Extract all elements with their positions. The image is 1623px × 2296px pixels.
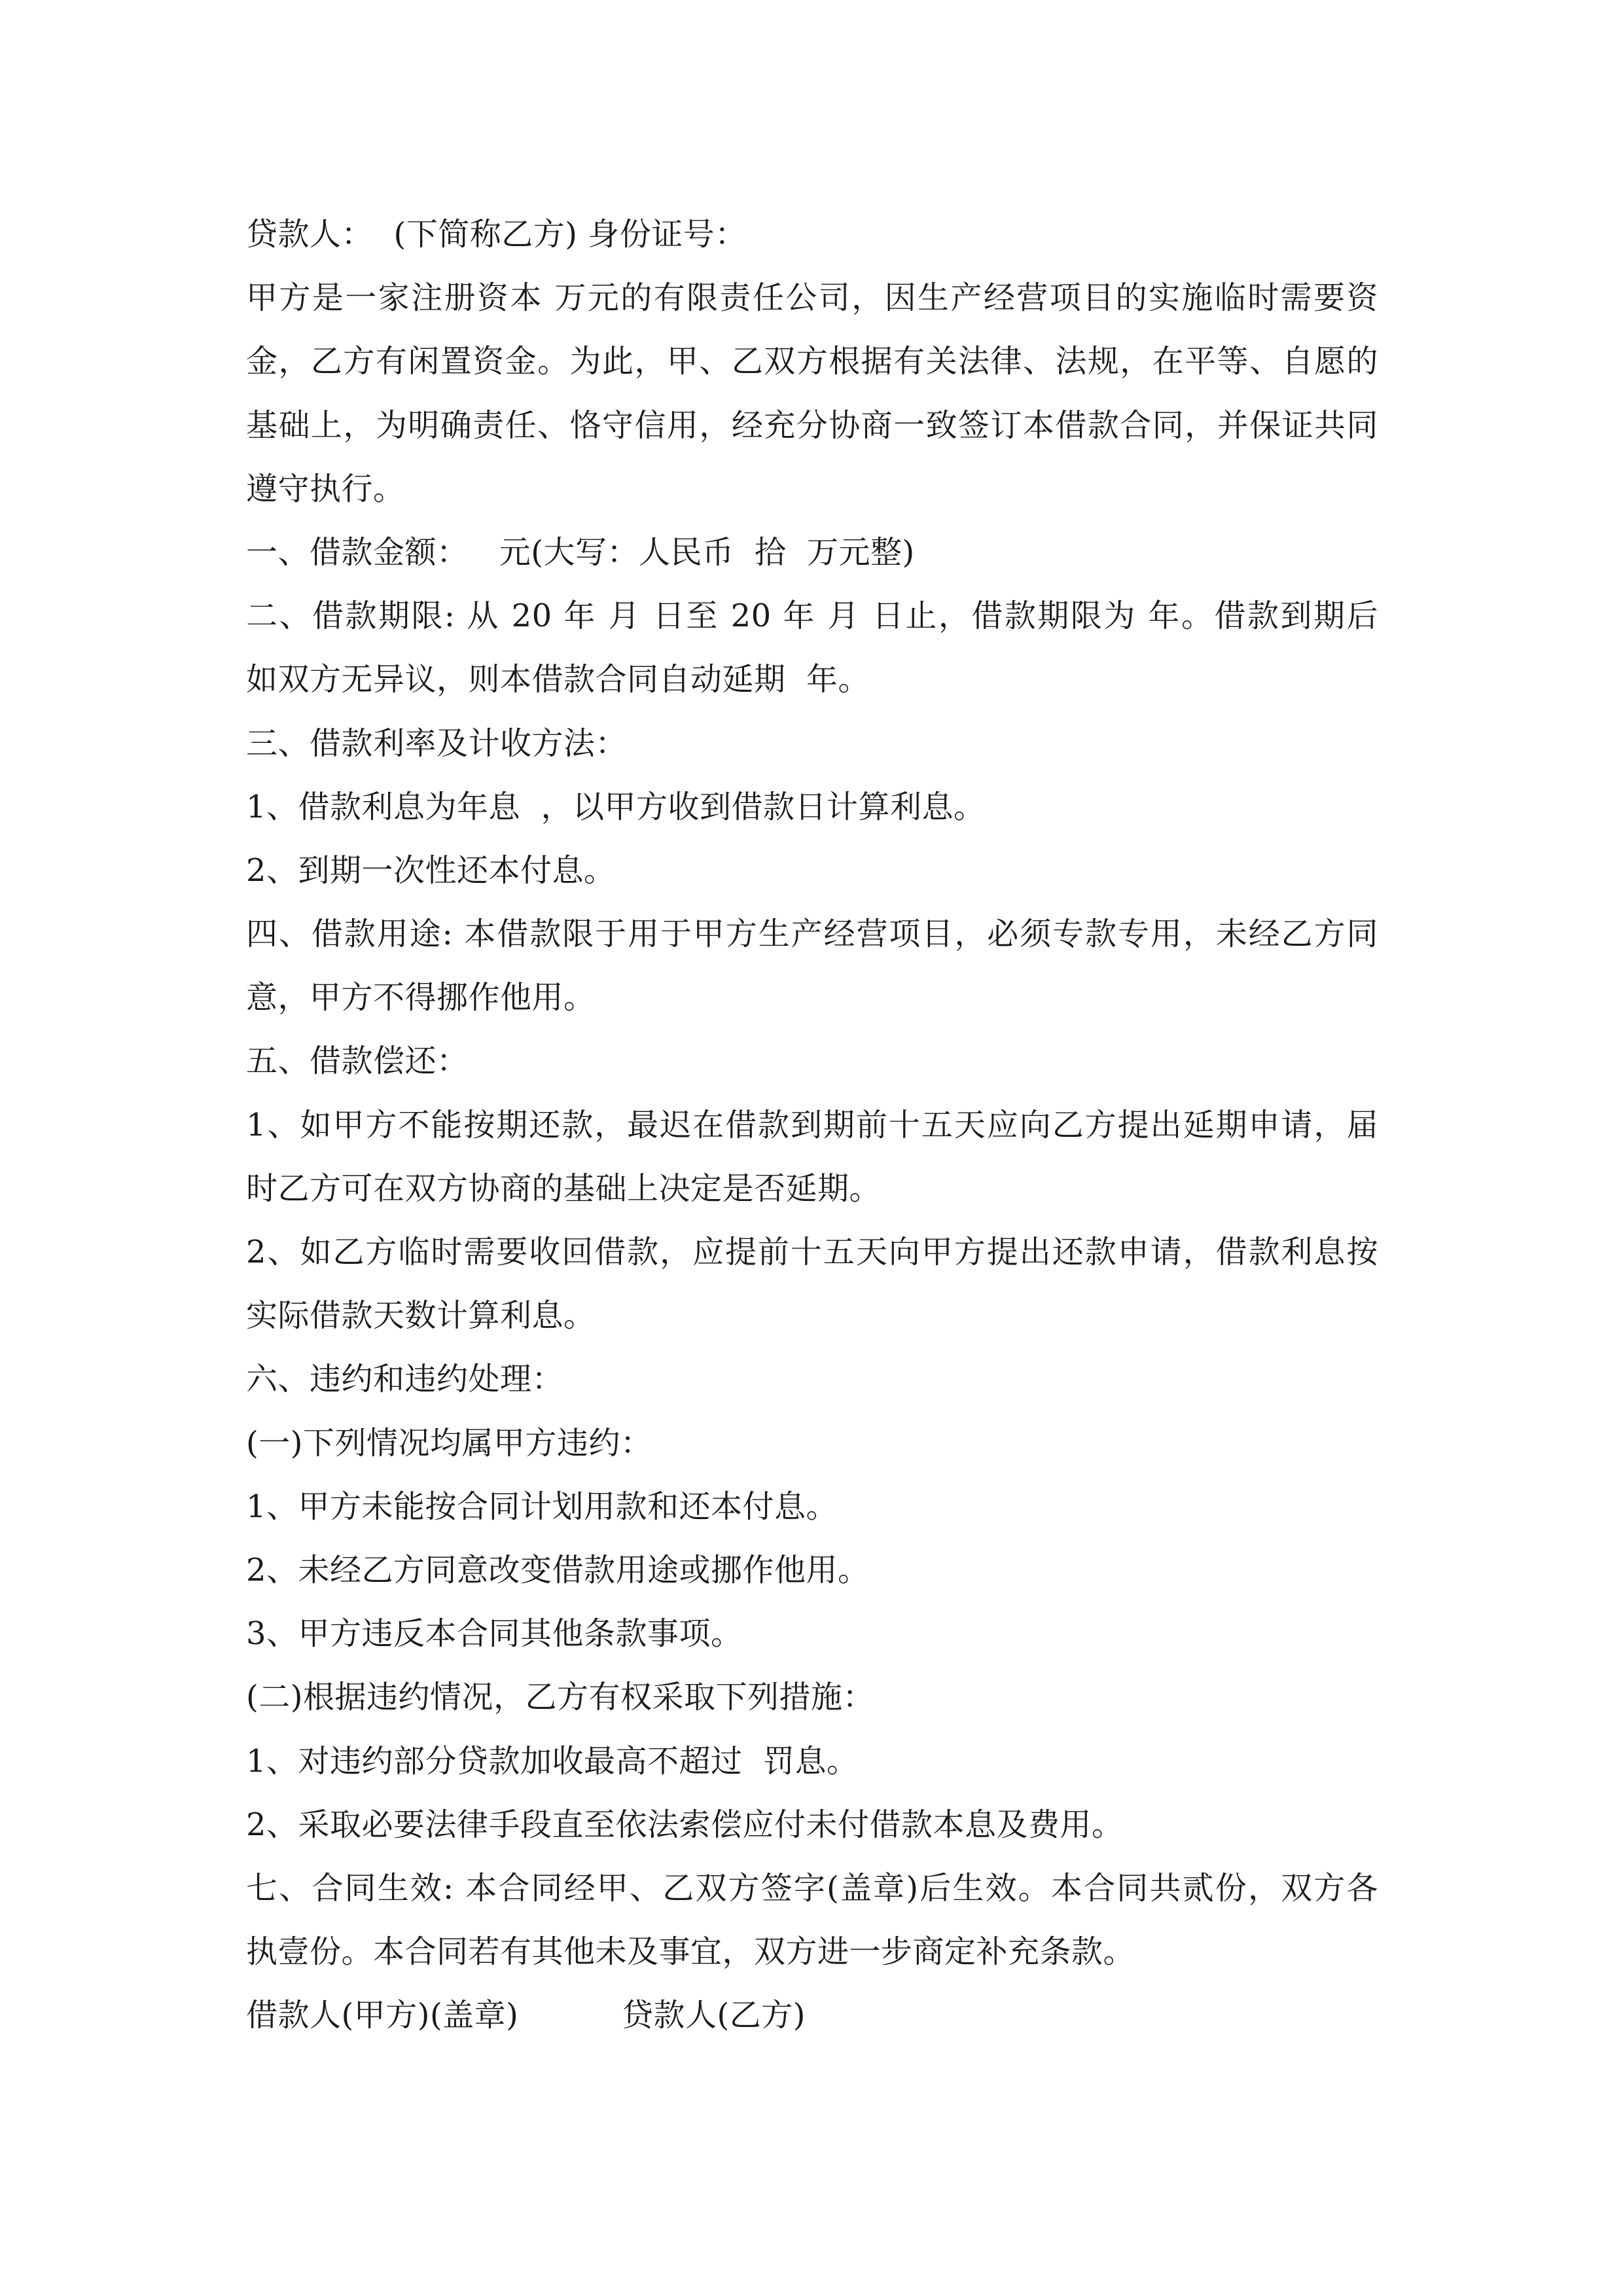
paragraph-line: 遵守执行。: [246, 470, 405, 507]
list-item: 2、未经乙方同意改变借款用途或挪作他用。: [246, 1551, 870, 1588]
paragraph-line: 金，乙方有闲置资金。为此，甲、乙双方根据有关法律、法规，在平等、自愿的: [246, 343, 1378, 380]
paragraph-line: 意，甲方不得挪作他用。: [246, 979, 596, 1016]
lender-line: 贷款人： (下简称乙方) 身份证号：: [246, 216, 747, 253]
section-heading: 四、借款用途: 本借款限于用于甲方生产经营项目，必须专款专用，未经乙方同: [246, 916, 1378, 953]
section-heading: 一、借款金额： 元(大写：人民币 拾 万元整): [246, 533, 915, 571]
list-item: 2、采取必要法律手段直至依法索偿应付未付借款本息及费用。: [246, 1806, 1124, 1843]
section-heading: 六、违约和违约处理：: [246, 1361, 564, 1398]
list-item: 1、借款利息为年息 ，以甲方收到借款日计算利息。: [246, 788, 986, 825]
subsection-heading: (一)下列情况均属甲方违约：: [246, 1424, 652, 1462]
paragraph-line: 基础上，为明确责任、恪守信用，经充分协商一致签订本借款合同，并保证共同: [246, 406, 1378, 444]
list-item: 2、如乙方临时需要收回借款，应提前十五天向甲方提出还款申请，借款利息按: [246, 1234, 1378, 1270]
section-heading: 五、借款偿还：: [246, 1043, 469, 1080]
contract-body: [246, 203, 1378, 2047]
paragraph-line: 时乙方可在双方协商的基础上决定是否延期。: [246, 1170, 882, 1207]
list-item: 2、到期一次性还本付息。: [246, 852, 616, 889]
list-item: 1、甲方未能按合同计划用款和还本付息。: [246, 1488, 838, 1525]
section-heading: 三、借款利率及计收方法：: [246, 725, 628, 762]
paragraph-line: 甲方是一家注册资本 万元的有限责任公司，因生产经营项目的实施临时需要资: [246, 279, 1378, 317]
list-item: 1、如甲方不能按期还款，最迟在借款到期前十五天应向乙方提出延期申请，届: [246, 1106, 1378, 1143]
section-heading: 七、合同生效: 本合同经甲、乙双方签字(盖章)后生效。本合同共贰份，双方各: [246, 1869, 1378, 1907]
section-heading: 二、借款期限: 从 20 年 月 日至 20 年 月 日止，借款期限为 年。借款到期后: [246, 598, 1378, 635]
paragraph-line: 如双方无异议，则本借款合同自动延期 年。: [246, 661, 870, 698]
list-item: 1、对违约部分贷款加收最高不超过 罚息。: [246, 1742, 859, 1780]
list-item: 3、甲方违反本合同其他条款事项。: [246, 1615, 743, 1653]
paragraph-line: 执壹份。本合同若有其他未及事宜，双方进一步商定补充条款。: [246, 1933, 1135, 1971]
signature-line: 借款人(甲方)(盖章) 贷款人(乙方): [246, 1997, 806, 2034]
paragraph-line: 实际借款天数计算利息。: [246, 1297, 596, 1335]
subsection-heading: (二)根据违约情况，乙方有权采取下列措施：: [246, 1679, 874, 1716]
